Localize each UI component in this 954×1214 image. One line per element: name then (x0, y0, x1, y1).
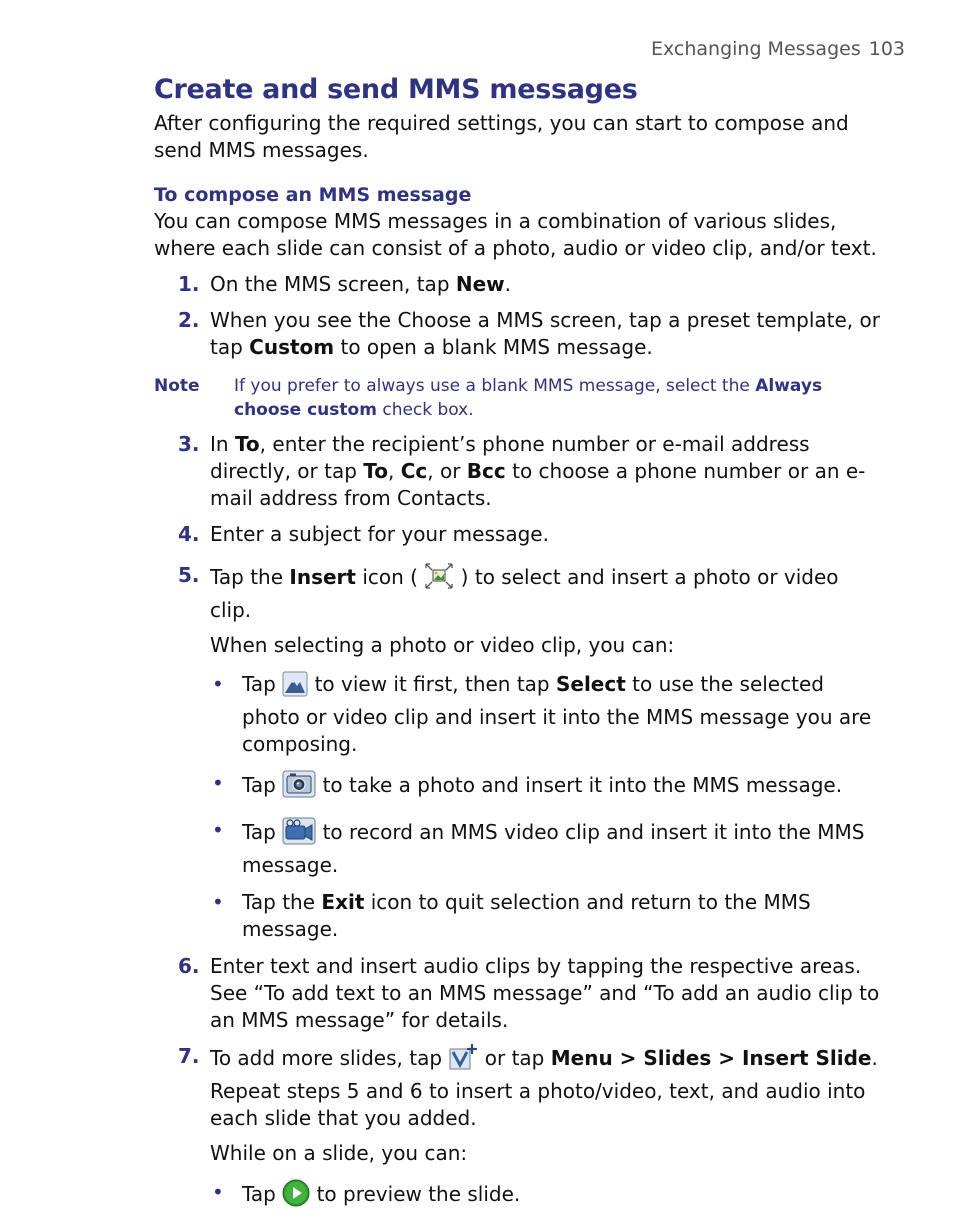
step-1 (154, 271, 884, 298)
step-text: In (210, 432, 235, 456)
bullet-text: Tap (242, 1182, 283, 1206)
step-7 (154, 1043, 884, 1132)
step-text: . (504, 272, 512, 296)
step-2 (154, 307, 884, 361)
step-text: or tap (478, 1046, 551, 1070)
step-text: , (388, 459, 401, 483)
step-number: 1. (178, 272, 200, 296)
step-number: 2. (178, 308, 200, 332)
video-camera-icon (282, 817, 316, 852)
bullet-view-photo (154, 671, 884, 758)
insert-icon (424, 562, 454, 597)
bullet-text: Tap (242, 773, 283, 797)
bullet-dot: • (212, 1180, 224, 1204)
section-name: Exchanging Messages (650, 38, 861, 60)
step-bold: Bcc (466, 459, 506, 483)
step-5 (154, 562, 884, 624)
step-text: . Repeat steps 5 and 6 to insert a photo/video, text, and audio into each slide that you added. (210, 1046, 878, 1130)
step-number: 6. (178, 954, 200, 978)
step-7-subtext: While on a slide, you can: (210, 1141, 468, 1165)
step-text: On the MMS screen, tap (210, 272, 456, 296)
step-bold: Menu > Slides > Insert Slide (550, 1046, 872, 1070)
bullet-preview-slide (154, 1179, 884, 1214)
step-bold: Custom (249, 335, 335, 359)
bullet-dot: • (212, 672, 224, 696)
bullet-dot: • (212, 818, 224, 842)
subheading: To compose an MMS message (154, 184, 472, 206)
bullet-text: to take a photo and insert it into the MMS message. (316, 773, 843, 797)
page-number: 103 (868, 38, 905, 60)
step-number: 7. (178, 1044, 200, 1068)
bullet-text: to record an MMS video clip and insert it into the MMS message. (242, 820, 865, 877)
step-4 (154, 521, 884, 548)
bullet-bold: Select (555, 672, 626, 696)
step-bold: To (363, 459, 388, 483)
step-text: to choose a phone number or an e-mail address from Contacts. (210, 459, 866, 510)
step-bold: Insert (289, 565, 356, 589)
page-content (154, 74, 884, 1214)
bullet-text: to view it first, then tap (308, 672, 556, 696)
bullet-video-camera (154, 817, 884, 879)
step-number: 5. (178, 563, 200, 587)
step-text: icon ( (355, 565, 425, 589)
step-6 (154, 953, 884, 1034)
step-text: , or (427, 459, 467, 483)
camera-icon (282, 770, 316, 805)
step-bold: To (234, 432, 260, 456)
bullet-text: Tap (242, 820, 283, 844)
step-number: 4. (178, 522, 200, 546)
bullet-text: Tap the (242, 890, 322, 914)
step-number: 3. (178, 432, 200, 456)
note-label: Note (154, 376, 200, 396)
step-text: Enter a subject for your message. (210, 522, 549, 546)
page-header (651, 38, 905, 60)
step-text: to open a blank MMS message. (334, 335, 653, 359)
note (154, 374, 884, 422)
step-bold: Cc (400, 459, 428, 483)
step-text: Enter text and insert audio clips by tapping the respective areas. See “To add text to an MMS message” and “To add an audio clip to an MMS message” for details. (210, 954, 880, 1032)
step-text: To add more slides, tap (210, 1046, 449, 1070)
bullet-text: Tap (242, 672, 283, 696)
bullet-bold: Exit (321, 890, 365, 914)
note-text: check box. (376, 400, 474, 420)
sub-intro-paragraph: You can compose MMS messages in a combination of various slides, where each slide can consist of a photo, audio or video clip, and/or text. (154, 209, 877, 260)
step-text: , enter the recipient’s phone number or e-mail address directly, or tap (210, 432, 810, 483)
step-text: ) to select and insert a photo or video clip. (210, 565, 839, 622)
bullet-text: icon to quit selection and return to the MMS message. (242, 890, 811, 941)
note-text: If you prefer to always use a blank MMS message, select the (234, 376, 756, 396)
step-5-subtext: When selecting a photo or video clip, you can: (210, 633, 675, 657)
note-bold: Always choose custom (234, 376, 823, 420)
insert-slide-icon (448, 1043, 478, 1078)
bullet-text: to preview the slide. (310, 1182, 521, 1206)
view-photo-icon (282, 671, 308, 704)
bullet-dot: • (212, 890, 224, 914)
bullet-camera (154, 770, 884, 805)
play-preview-icon (282, 1179, 310, 1214)
bullet-text: to use the selected photo or video clip and insert it into the MMS message you are composing. (242, 672, 872, 756)
page-title: Create and send MMS messages (154, 74, 638, 105)
step-3 (154, 431, 884, 512)
bullet-exit (154, 889, 884, 943)
step-text: Tap the (210, 565, 290, 589)
intro-paragraph: After configuring the required settings, you can start to compose and send MMS messages. (154, 111, 849, 162)
step-bold: New (455, 272, 505, 296)
step-text: When you see the Choose a MMS screen, tap a preset template, or tap (210, 308, 880, 359)
bullet-dot: • (212, 771, 224, 795)
